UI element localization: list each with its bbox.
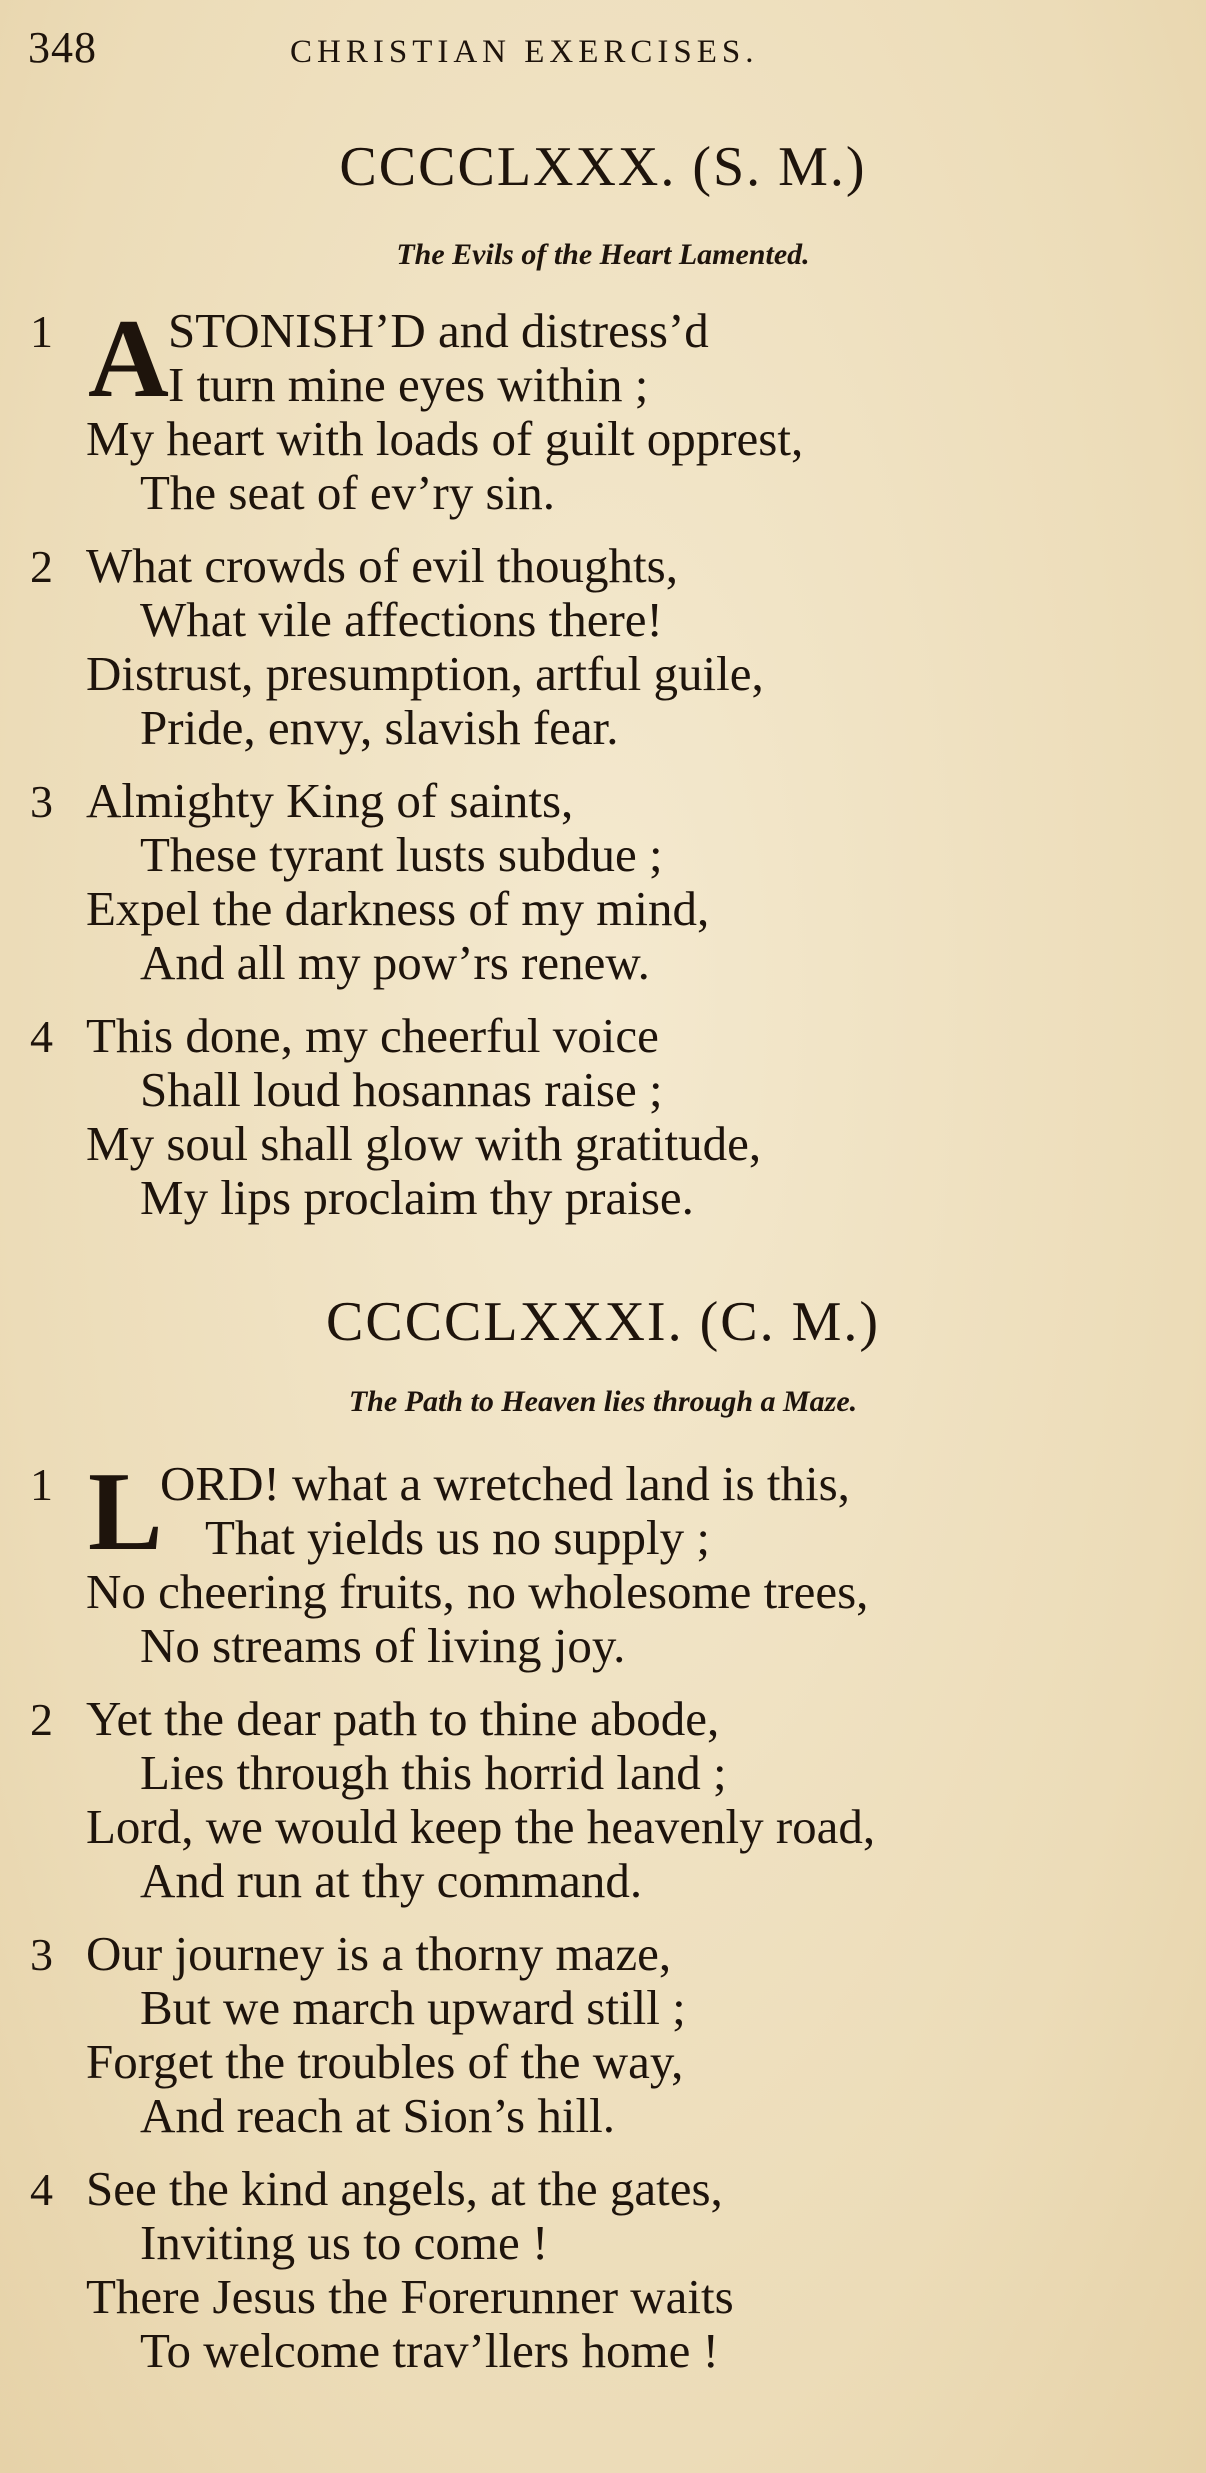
verse-number: 4	[30, 1011, 53, 1062]
verse-line: This done, my cheerful voice	[86, 1008, 659, 1063]
verse-line: STONISH’D and distress’d	[168, 303, 709, 358]
verse-line: No cheering fruits, no wholesome trees,	[86, 1564, 869, 1619]
drop-cap: A	[88, 297, 169, 421]
verse-line: What vile affections there!	[140, 592, 663, 647]
running-head	[28, 22, 1146, 82]
verse-line: Our journey is a thorny maze,	[86, 1926, 672, 1981]
verse-line: Yet the dear path to thine abode,	[86, 1691, 720, 1746]
verse-line: Distrust, presumption, artful guile,	[86, 646, 764, 701]
verse-line: Shall loud hosannas raise ;	[140, 1062, 663, 1117]
verse-line: Forget the troubles of the way,	[86, 2034, 684, 2089]
verse-line: Expel the darkness of my mind,	[86, 881, 710, 936]
hymn-title: The Path to Heaven lies through a Maze.	[348, 1385, 858, 1418]
verse-number: 3	[30, 776, 53, 827]
drop-cap: L	[88, 1450, 163, 1574]
verse-line: Pride, envy, slavish fear.	[140, 700, 619, 755]
verse-line: That yields us no supply ;	[205, 1510, 710, 1565]
verse-line: What crowds of evil thoughts,	[86, 538, 678, 593]
verse-line: There Jesus the Forerunner waits	[86, 2269, 734, 2324]
verse-line: No streams of living joy.	[140, 1618, 626, 1673]
hymn-title: The Evils of the Heart Lamented.	[396, 238, 810, 271]
page-number: 348	[28, 23, 97, 72]
verse-number: 2	[30, 1694, 53, 1745]
verse-line: Almighty King of saints,	[86, 773, 574, 828]
verse-line: Lord, we would keep the heavenly road,	[86, 1799, 876, 1854]
verse-number: 1	[30, 1459, 53, 1510]
verse-line: The seat of ev’ry sin.	[140, 465, 555, 520]
verse-line: And all my pow’rs renew.	[140, 935, 650, 990]
verse-line: And run at thy command.	[140, 1853, 643, 1908]
verse-line: Inviting us to come !	[140, 2215, 549, 2270]
running-title: CHRISTIAN EXERCISES.	[290, 34, 759, 70]
verse-number: 1	[30, 306, 53, 357]
verse-number: 4	[30, 2164, 53, 2215]
verse-line: But we march upward still ;	[140, 1980, 686, 2035]
verse-number: 2	[30, 541, 53, 592]
verse-line: ORD! what a wretched land is this,	[160, 1456, 850, 1511]
verse-line: To welcome trav’llers home !	[140, 2323, 719, 2378]
verse-line: My heart with loads of guilt opprest,	[86, 411, 804, 466]
verse-line: These tyrant lusts subdue ;	[140, 827, 663, 882]
verse-line: Lies through this horrid land ;	[140, 1745, 727, 1800]
verse-number: 3	[30, 1929, 53, 1980]
hymn-number: CCCCLXXX. (S. M.)	[339, 136, 867, 198]
hymn-number: CCCCLXXXI. (C. M.)	[325, 1291, 881, 1353]
verse-line: See the kind angels, at the gates,	[86, 2161, 723, 2216]
verse-line: My soul shall glow with gratitude,	[86, 1116, 762, 1171]
verse-line: My lips proclaim thy praise.	[140, 1170, 694, 1225]
verse-line: I turn mine eyes within ;	[168, 357, 649, 412]
verse-line: And reach at Sion’s hill.	[140, 2088, 615, 2143]
